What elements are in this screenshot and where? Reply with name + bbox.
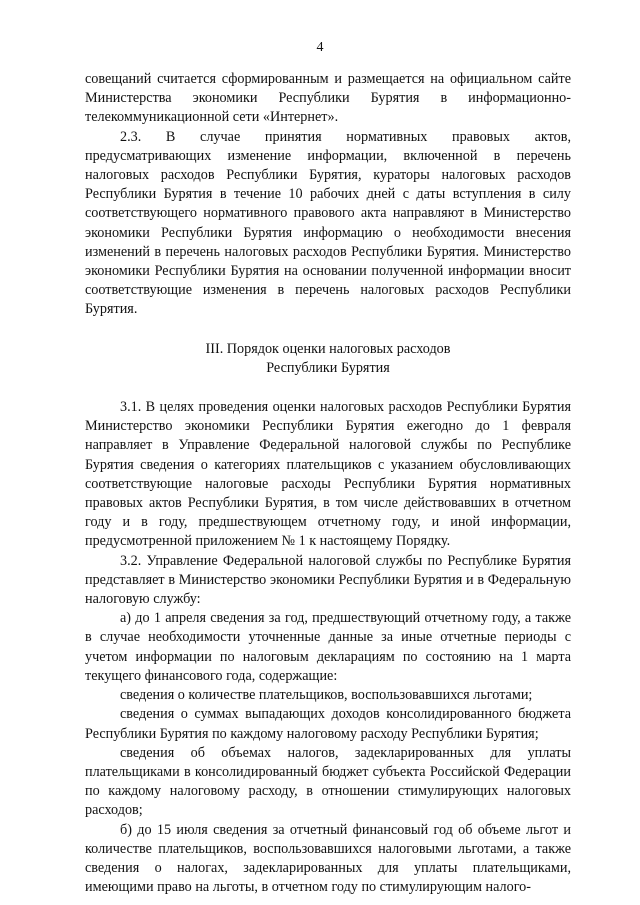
paragraph-3-2: 3.2. Управление Федеральной налоговой службы по Республике Бурятия представляет в Министерство экономики Республики Бурятия и в Федеральную налоговую службу: bbox=[85, 552, 571, 608]
paragraph-payers-count: сведения о количестве плательщиков, воспользовавшихся льготами; bbox=[120, 687, 533, 704]
paragraph-item-a: а) до 1 апреля сведения за год, предшествующий отчетному году, а также в случае необходимости уточненные данные за иные отчетные периоды с учетом информации по налоговым декларациям по состоянию на 1 марта текущего финансового года, содержащие: bbox=[85, 610, 571, 684]
paragraph-declared-taxes: сведения об объемах налогов, задекларированных для уплаты плательщиками в консолидированный бюджет субъекта Российской Федерации по каждому налоговому расходу, в отношении стимулирующих налоговых расходов; bbox=[85, 744, 571, 819]
page-number: 4 bbox=[316, 40, 324, 55]
paragraph-continuation: совещаний считается сформированным и размещается на официальном сайте Министерства экономики Республики Бурятия в информационно-телекоммуникационной сети «Интернет». bbox=[85, 71, 571, 126]
section-heading-line2: Республики Бурятия bbox=[266, 359, 390, 376]
paragraph-3-1: 3.1. В целях проведения оценки налоговых расходов Республики Бурятия Министерство экономики Республики Бурятия ежегодно до 1 февраля направляет в Управление Федеральной налоговой службы по Республике Бурятия сведения о категориях плательщиков с указанием обусловливающих соответствующие налоговые расходы Республики Бурятия нормативных правовых актов Республики Бурятия, в том числе действовавших в отчетном году и в году, предшествующем отчетному году, и иной информации, предусмотренной приложением № 1 к настоящему Порядку. bbox=[85, 399, 571, 550]
paragraph-lost-revenue: сведения о суммах выпадающих доходов консолидированного бюджета Республики Бурятия по каждому налоговому расходу Республики Бурятия; bbox=[85, 706, 571, 742]
paragraph-item-b: б) до 15 июля сведения за отчетный финансовый год об объеме льгот и количестве плательщиков, воспользовавшихся налоговыми льготами, а также сведения о налогах, задекларированных для уплаты плательщиками, имеющими право на льготы, в отчетном году по стимулирующим налого- bbox=[85, 821, 571, 896]
document-body bbox=[85, 70, 571, 897]
paragraph-2-3: 2.3. В случае принятия нормативных правовых актов, предусматривающих изменение информации, включенной в перечень налоговых расходов Республики Бурятия, кураторы налоговых расходов Республики Бурятия в течение 10 рабочих дней с даты вступления в силу соответствующего нормативного правового акта направляют в Министерство экономики Республики Бурятия информацию о необходимости внесения изменений в перечень налоговых расходов Республики Бурятия. Министерство экономики Республики Бурятия на основании полученной информации вносит соответствующие изменения в перечень налоговых расходов Республики Бурятия. bbox=[85, 128, 571, 318]
section-heading-line1: III. Порядок оценки налоговых расходов bbox=[205, 340, 451, 357]
